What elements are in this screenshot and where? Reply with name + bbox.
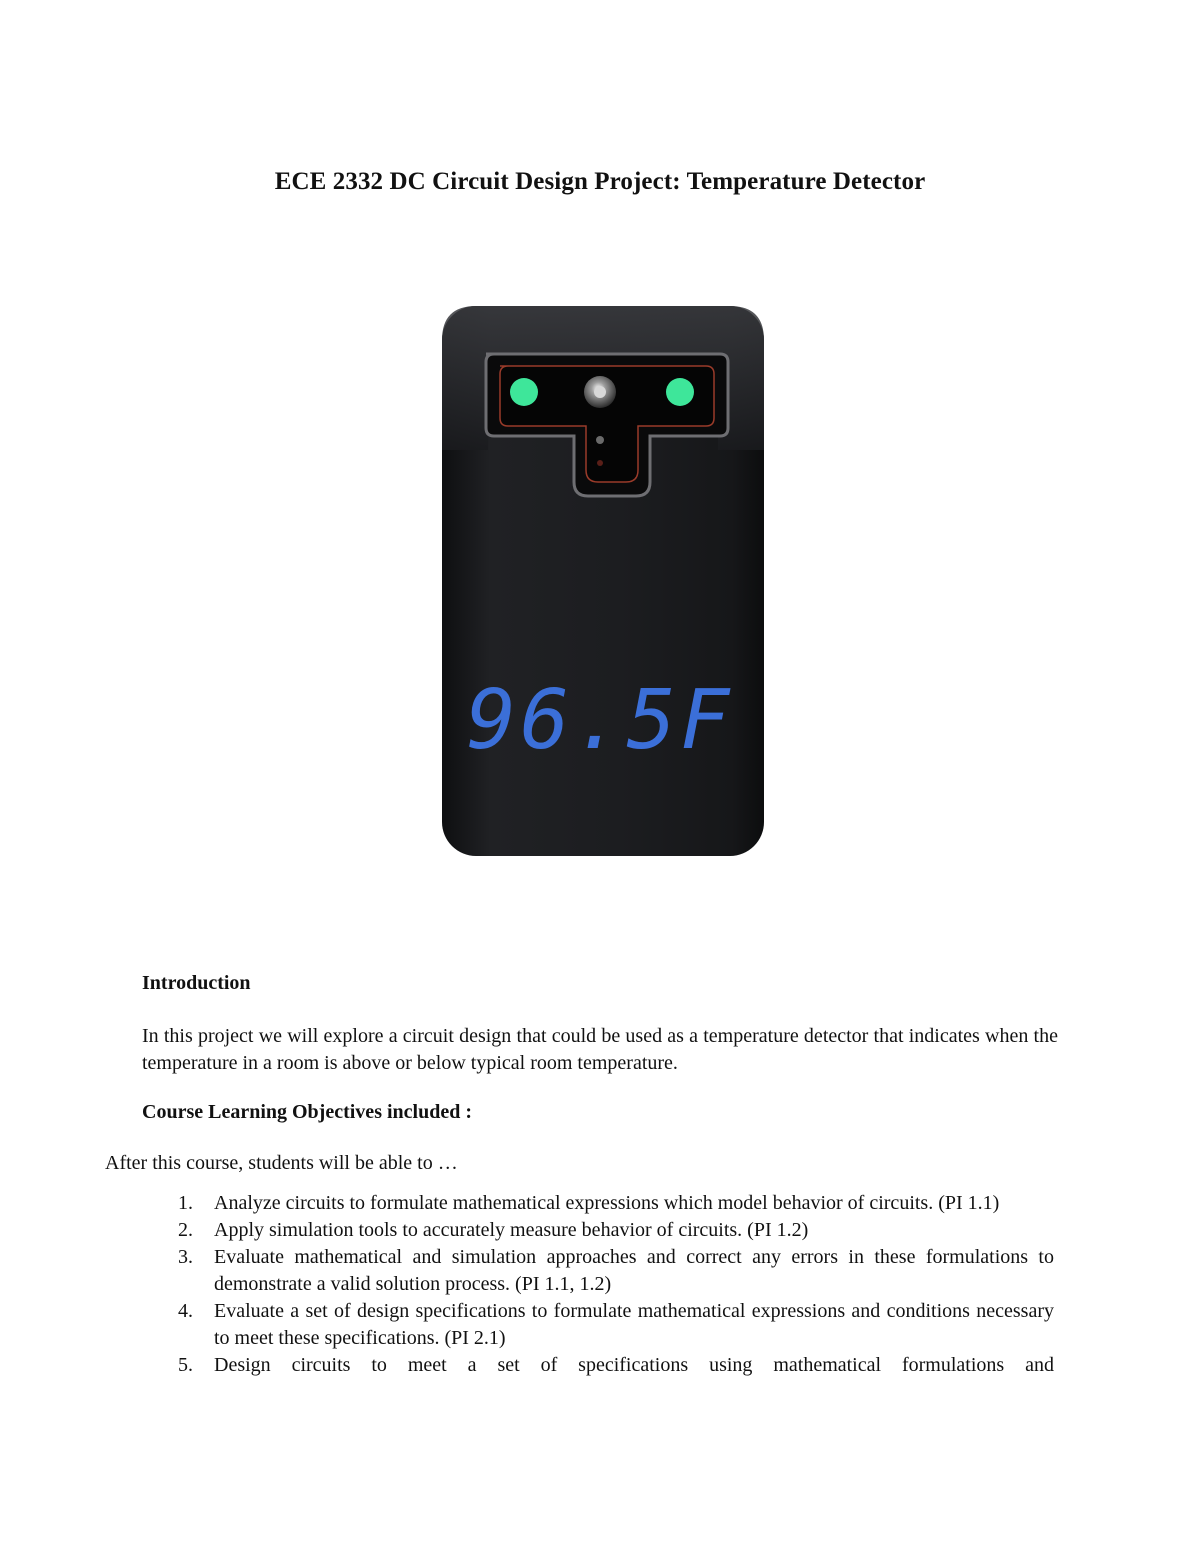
introduction-heading: Introduction	[142, 972, 251, 994]
left-green-indicator	[510, 378, 538, 406]
list-text: Design circuits to meet a set of specifications using mathematical formulations and	[214, 1354, 1054, 1376]
list-number: 5.	[178, 1354, 193, 1376]
document-title: ECE 2332 DC Circuit Design Project: Temperature Detector	[274, 168, 926, 195]
list-item	[178, 1244, 1054, 1298]
list-number: 1.	[178, 1192, 193, 1214]
list-text: Apply simulation tools to accurately measure behavior of circuits. (PI 1.2)	[214, 1219, 809, 1241]
objectives-lead: After this course, students will be able to …	[105, 1152, 458, 1174]
temperature-display: 96.5F	[466, 673, 734, 768]
list-text: Evaluate a set of design specifications to formulate mathematical expressions and conditions necessary to meet these specifications. (PI 2.1)	[214, 1300, 1054, 1349]
sensor-led	[597, 460, 603, 466]
list-text: Analyze circuits to formulate mathematical expressions which model behavior of circuits. (PI 1.1)	[214, 1192, 1000, 1214]
introduction-paragraph: In this project we will explore a circuit design that could be used as a temperature detector that indicates when the temperature in a room is above or below typical room temperature.	[142, 1025, 1058, 1074]
list-text: Evaluate mathematical and simulation approaches and correct any errors in these formulations to demonstrate a valid solution process. (PI 1.1, 1.2)	[214, 1246, 1054, 1295]
right-green-indicator	[666, 378, 694, 406]
temperature-detector-photo	[438, 300, 768, 862]
list-item	[178, 1190, 1054, 1217]
objectives-heading: Course Learning Objectives included :	[142, 1101, 472, 1123]
sensor-dot	[596, 436, 604, 444]
list-number: 3.	[178, 1246, 193, 1268]
list-item	[178, 1217, 1054, 1244]
list-number: 2.	[178, 1219, 193, 1241]
list-number: 4.	[178, 1300, 193, 1322]
list-item	[178, 1298, 1054, 1352]
objectives-list	[178, 1190, 1054, 1379]
list-item	[178, 1352, 1054, 1379]
